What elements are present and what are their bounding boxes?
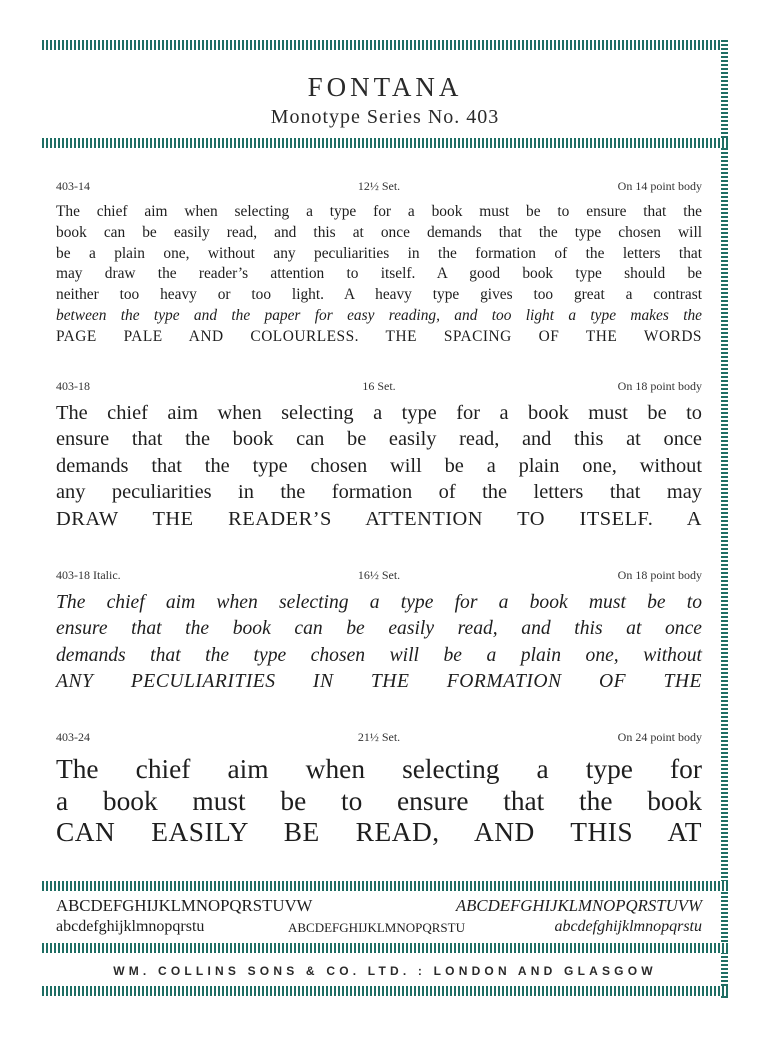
publisher-footer: WM. COLLINS SONS & CO. LTD. : LONDON AND GLASGOW <box>113 964 657 978</box>
specimen-line: ANY PECULIARITIES IN THE FORMATION OF THE <box>56 671 702 693</box>
alphabet-small-caps: ABCDEFGHIJKLMNOPQRSTU <box>288 920 465 935</box>
specimen-line: book can be easily read, and this at once demands that the type chosen will <box>56 223 702 241</box>
alphabet-lower-italic: abcdefghijklmnopqrstu <box>554 918 702 935</box>
specimen-body: On 24 point body <box>617 730 702 744</box>
alphabet-row-upper <box>56 896 702 918</box>
specimen-code: 403-18 Italic. <box>56 568 121 582</box>
page-subtitle: Monotype Series No. 403 <box>270 106 500 128</box>
specimen-line: may draw the reader’s attention to itself. A good book type should be <box>56 265 702 283</box>
specimen-403-24 <box>56 730 702 849</box>
specimen-line: be a plain one, without any peculiarities in the formation of the letters that <box>56 244 702 262</box>
bottom-border-rule <box>42 986 728 996</box>
specimen-line: neither too heavy or too light. A heavy type gives too great a contrast <box>56 286 702 304</box>
specimen-line: CAN EASILY BE READ, AND THIS AT <box>56 817 702 847</box>
specimen-line: a book must be to ensure that the book <box>56 785 702 816</box>
specimen-403-14 <box>56 179 702 348</box>
specimen-line: ensure that the book can be easily read, and this at once <box>56 428 702 451</box>
specimen-line: PAGE PALE AND COLOURLESS. THE SPACING OF THE WORDS <box>56 327 702 345</box>
specimen-body: On 14 point body <box>617 179 702 193</box>
page-title: FONTANA <box>307 72 463 102</box>
specimen-body: On 18 point body <box>617 379 702 393</box>
specimen-line: The chief aim when selecting a type for a book must be to ensure that the <box>56 203 702 220</box>
top-border-rule <box>42 40 728 50</box>
specimen-body: On 18 point body <box>617 568 702 582</box>
right-border-rule <box>721 40 728 1000</box>
alphabet-row-lower <box>56 918 702 940</box>
specimen-line: between the type and the paper for easy reading, and too light a type makes the <box>56 306 702 324</box>
alphabet-top-rule <box>42 881 728 891</box>
header-bottom-rule <box>42 138 728 148</box>
specimen-code: 403-18 <box>56 379 90 393</box>
specimen-set: 12½ Set. <box>357 179 401 193</box>
specimen-line: demands that the type chosen will be a plain one, without <box>56 454 702 477</box>
specimen-set: 16½ Set. <box>357 568 401 582</box>
specimen-meta <box>56 730 702 746</box>
specimen-403-18 <box>56 379 702 532</box>
specimen-403-18-italic <box>56 568 702 696</box>
specimen-meta <box>56 179 702 195</box>
specimen-line: ensure that the book can be easily read, and this at once <box>56 618 702 640</box>
specimen-line: any peculiarities in the formation of the letters that may <box>56 481 702 504</box>
specimen-line: The chief aim when selecting a type for <box>56 754 702 784</box>
specimen-set: 21½ Set. <box>357 730 401 744</box>
specimen-set: 16 Set. <box>362 379 396 393</box>
footer-top-rule <box>42 943 728 953</box>
specimen-line: DRAW THE READER’S ATTENTION TO ITSELF. A <box>56 507 702 530</box>
specimen-code: 403-24 <box>56 730 90 744</box>
alphabet-upper-roman: ABCDEFGHIJKLMNOPQRSTUVW <box>56 896 313 915</box>
specimen-meta <box>56 568 702 584</box>
specimen-meta <box>56 379 702 395</box>
specimen-page <box>42 40 728 1000</box>
specimen-line: The chief aim when selecting a type for a book must be to <box>56 592 702 613</box>
specimen-code: 403-14 <box>56 179 90 193</box>
alphabet-upper-italic: ABCDEFGHIJKLMNOPQRSTUVW <box>455 896 702 915</box>
specimen-line: The chief aim when selecting a type for a book must be to <box>56 402 702 424</box>
alphabet-showing <box>56 896 702 940</box>
specimen-line: demands that the type chosen will be a plain one, without <box>56 644 702 666</box>
alphabet-lower-roman: abcdefghijklmnopqrstu <box>56 918 205 935</box>
